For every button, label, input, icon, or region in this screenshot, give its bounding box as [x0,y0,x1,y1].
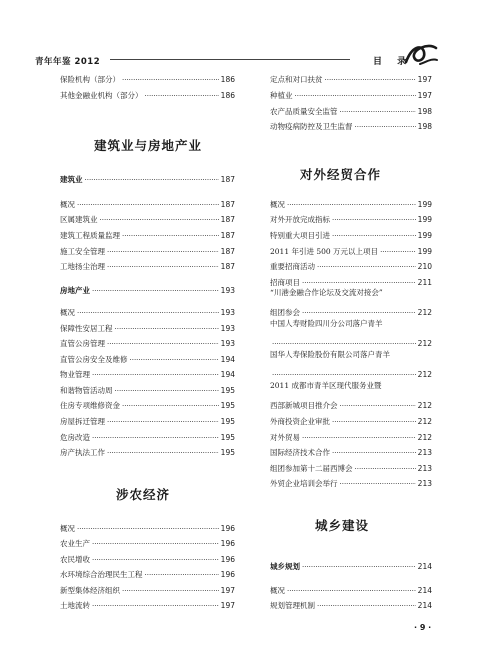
toc-entry-label: 对外贸易 [270,433,300,442]
dot-leader [122,586,219,595]
toc-entry-label: 建筑工程质量监理 [60,231,120,240]
toc-entry[interactable] [60,519,235,533]
toc-entry-page: 187 [220,175,235,184]
toc-entry-label: 概况 [270,200,285,209]
toc-entry-label: 定点和对口扶贫 [270,75,323,84]
toc-entry-page: 193 [220,286,235,295]
toc-entry-label: 直管公房管理 [60,339,105,348]
dot-leader [130,355,219,364]
toc-entry-page: 194 [220,370,235,379]
toc-entry-page: 196 [220,570,235,579]
dot-leader [92,433,219,442]
toc-entry[interactable] [60,596,235,610]
toc-entry-page: 214 [417,562,432,571]
header-right-title: 目 录 [373,57,413,67]
toc-entry-label: 组团参会 [270,308,300,317]
dot-leader [92,601,219,610]
toc-entry[interactable] [270,242,432,256]
dot-leader [100,215,219,224]
toc-entry[interactable] [60,581,235,595]
toc-entry[interactable] [60,319,235,333]
toc-entry-label: 重要招商活动 [270,262,315,271]
toc-entry-page: 211 [417,278,432,287]
toc-entry[interactable] [270,412,432,426]
dot-leader [302,308,416,317]
toc-entry-label: 保险机构（部分） [60,75,120,84]
toc-entry[interactable] [270,596,432,610]
toc-entry-page: 212 [417,339,432,348]
toc-entry[interactable] [60,195,235,209]
section-heading: 涉农经济 [116,487,171,502]
toc-entry-label: 农民增收 [60,555,90,564]
toc-entry-page: 197 [220,601,235,610]
toc-entry[interactable] [270,86,432,100]
dot-leader [107,417,219,426]
toc-entry-label: 水环境综合治理民生工程 [60,570,143,579]
toc-entry-label: 房地产业 [60,286,90,295]
toc-entry-label: 工地扬尘治理 [60,262,105,271]
dot-leader [302,433,416,442]
dot-leader [77,524,219,533]
toc-entry[interactable] [270,210,432,224]
toc-entry-page: 212 [417,433,432,442]
toc-entry-page: 195 [220,401,235,410]
toc-entry[interactable] [270,459,432,473]
toc-entry-label: 和谐物管活动周 [60,386,113,395]
dot-leader [340,479,416,488]
toc-entry-label: 组团参加第十二届西博会 [270,464,353,473]
dot-leader [287,200,416,209]
toc-entry-page: 186 [220,75,235,84]
dot-leader [332,417,416,426]
dot-leader [122,75,219,84]
dot-leader [332,448,416,457]
dot-leader [122,231,219,240]
toc-entry-label: 房屋拆迁管理 [60,417,105,426]
toc-entry[interactable] [60,443,235,457]
toc-entry[interactable] [270,257,432,271]
toc-entry-page: 197 [220,586,235,595]
toc-entry-label: 危房改造 [60,433,90,442]
toc-entry-label: 城乡规划 [270,562,300,571]
toc-entry[interactable] [60,242,235,256]
dot-leader [122,401,219,410]
dot-leader [340,401,416,410]
toc-entry-label: 概况 [60,200,75,209]
toc-entry-label: 外贸企业培训会举行 [270,479,338,488]
toc-entry[interactable] [60,428,235,442]
dot-leader [107,262,219,271]
header-left-title: 青年年鉴 2012 [35,57,101,67]
toc-entry-page: 212 [417,401,432,410]
toc-entry[interactable] [270,581,432,595]
toc-entry-label: 对外开放完成指标 [270,215,330,224]
toc-entry-label: 建筑业 [60,175,83,184]
dot-leader [317,601,416,610]
toc-entry[interactable] [270,557,432,571]
toc-entry-page: 196 [220,524,235,533]
toc-entry-page: 193 [220,308,235,317]
dot-leader [302,562,416,571]
toc-entry-label: 区属建筑业 [60,215,98,224]
dot-leader [107,339,219,348]
toc-entry-label: 农产品质量安全监管 [270,107,338,116]
dot-leader [287,586,416,595]
toc-entry-label: 种植业 [270,91,293,100]
toc-entry-page: 214 [417,601,432,610]
toc-entry[interactable] [60,86,235,100]
toc-entry[interactable] [60,365,235,379]
toc-entry-page: 198 [417,122,432,131]
toc-entry-label: 直管公房安全及维修 [60,355,128,364]
toc-entry-label: 国际经济技术合作 [270,448,330,457]
dot-leader [317,262,416,271]
toc-entry[interactable] [270,117,432,131]
toc-entry[interactable] [270,195,432,209]
toc-entry-label: 概况 [60,308,75,317]
toc-entry-page: 213 [417,448,432,457]
toc-entry-page: 194 [220,355,235,364]
toc-entry-page: 187 [220,247,235,256]
toc-entry-label: 物业管理 [60,370,90,379]
toc-entry[interactable] [60,550,235,564]
toc-entry-page: 213 [417,464,432,473]
toc-entry-label: 西部新城项目推介会 [270,401,338,410]
toc-entry[interactable] [60,303,235,317]
toc-entry[interactable] [270,334,432,348]
toc-entry[interactable] [270,226,432,240]
toc-entry-page: 199 [417,215,432,224]
toc-entry-page: 187 [220,215,235,224]
toc-entry-title-line: 中国人寿财险四川分公司落户青羊 [270,319,383,328]
dot-leader [355,464,416,473]
toc-entry[interactable] [60,226,235,240]
dot-leader [332,215,416,224]
toc-entry[interactable] [60,334,235,348]
toc-entry-page: 193 [220,324,235,333]
toc-entry-label: 概况 [270,586,285,595]
dot-leader [115,386,219,395]
toc-entry[interactable] [270,303,432,317]
toc-entry[interactable] [270,474,432,488]
yearbook-logo-icon [402,40,440,68]
dot-leader [77,308,219,317]
toc-entry-title-line: “川港金融合作论坛及交流对接会” [270,288,383,297]
toc-entry-page: 199 [417,200,432,209]
toc-entry-label: 农业生产 [60,539,90,548]
dot-leader [77,200,219,209]
dot-leader [145,91,219,100]
toc-entry[interactable] [60,350,235,364]
toc-entry-label: 概况 [60,524,75,533]
toc-entry-label: 房产执法工作 [60,448,105,457]
toc-entry-page: 212 [417,417,432,426]
toc-entry-page: 195 [220,448,235,457]
toc-entry-page: 197 [417,91,432,100]
toc-entry[interactable] [270,273,432,287]
toc-entry[interactable] [60,257,235,271]
dot-leader [85,175,219,184]
toc-entry-page: 212 [417,308,432,317]
toc-entry[interactable] [60,396,235,410]
toc-entry[interactable] [60,534,235,548]
toc-entry-label: 招商项目 [270,278,300,287]
dot-leader [272,339,416,348]
toc-entry[interactable] [270,365,432,379]
toc-entry-label: 施工安全管理 [60,247,105,256]
toc-entry-label: 2011 年引进 500 万元以上项目 [270,247,379,256]
header-rule [110,59,350,60]
toc-entry[interactable] [60,70,235,84]
dot-leader [325,75,416,84]
dot-leader [145,570,219,579]
toc-entry[interactable] [270,396,432,410]
toc-entry-label: 特别重大项目引进 [270,231,330,240]
dot-leader [92,539,219,548]
toc-entry-page: 196 [220,539,235,548]
toc-entry-label: 新型集体经济组织 [60,586,120,595]
toc-entry-page: 187 [220,200,235,209]
toc-entry-label: 其他金融业机构（部分） [60,91,143,100]
toc-entry-page: 213 [417,479,432,488]
toc-entry-page: 196 [220,555,235,564]
toc-entry-page: 186 [220,91,235,100]
toc-entry-page: 195 [220,386,235,395]
dot-leader [332,231,416,240]
dot-leader [272,370,416,379]
toc-entry[interactable] [60,412,235,426]
toc-entry[interactable] [270,443,432,457]
toc-entry-label: 动物疫病防控及卫生监督 [270,122,353,131]
toc-entry-page: 193 [220,339,235,348]
toc-entry-label: 规划管理机制 [270,601,315,610]
toc-entry[interactable] [60,210,235,224]
dot-leader [380,247,416,256]
toc-entry-page: 187 [220,262,235,271]
toc-entry-page: 212 [417,370,432,379]
toc-entry-title-line: 国华人寿保险股份有限公司落户青羊 [270,350,390,359]
toc-entry-label: 住房专项维修资金 [60,401,120,410]
section-heading: 城乡建设 [315,518,370,533]
dot-leader [340,107,416,116]
toc-entry-label: 土地流转 [60,601,90,610]
section-heading: 建筑业与房地产业 [94,138,203,153]
dot-leader [107,448,219,457]
toc-entry[interactable] [60,170,235,184]
section-heading: 对外经贸合作 [300,167,382,182]
dot-leader [92,555,219,564]
toc-entry-page: 214 [417,586,432,595]
toc-entry[interactable] [270,102,432,116]
toc-entry-page: 198 [417,107,432,116]
page-number: · 9 · [414,623,432,632]
dot-leader [92,370,219,379]
toc-entry-label: 外商投资企业审批 [270,417,330,426]
toc-entry[interactable] [60,281,235,295]
toc-entry-page: 199 [417,231,432,240]
toc-entry-page: 187 [220,231,235,240]
toc-entry[interactable] [270,428,432,442]
toc-entry-page: 195 [220,433,235,442]
toc-entry[interactable] [60,381,235,395]
toc-entry-page: 210 [417,262,432,271]
dot-leader [302,278,416,287]
dot-leader [115,324,219,333]
toc-entry-page: 195 [220,417,235,426]
toc-entry[interactable] [60,565,235,579]
toc-entry-page: 199 [417,247,432,256]
dot-leader [107,247,219,256]
dot-leader [295,91,416,100]
toc-entry[interactable] [270,70,432,84]
toc-entry-label: 保障性安居工程 [60,324,113,333]
dot-leader [92,286,219,295]
toc-entry-title-line: 2011 成都市青羊区现代服务业暨 [270,381,382,390]
dot-leader [355,122,416,131]
toc-entry-page: 197 [417,75,432,84]
